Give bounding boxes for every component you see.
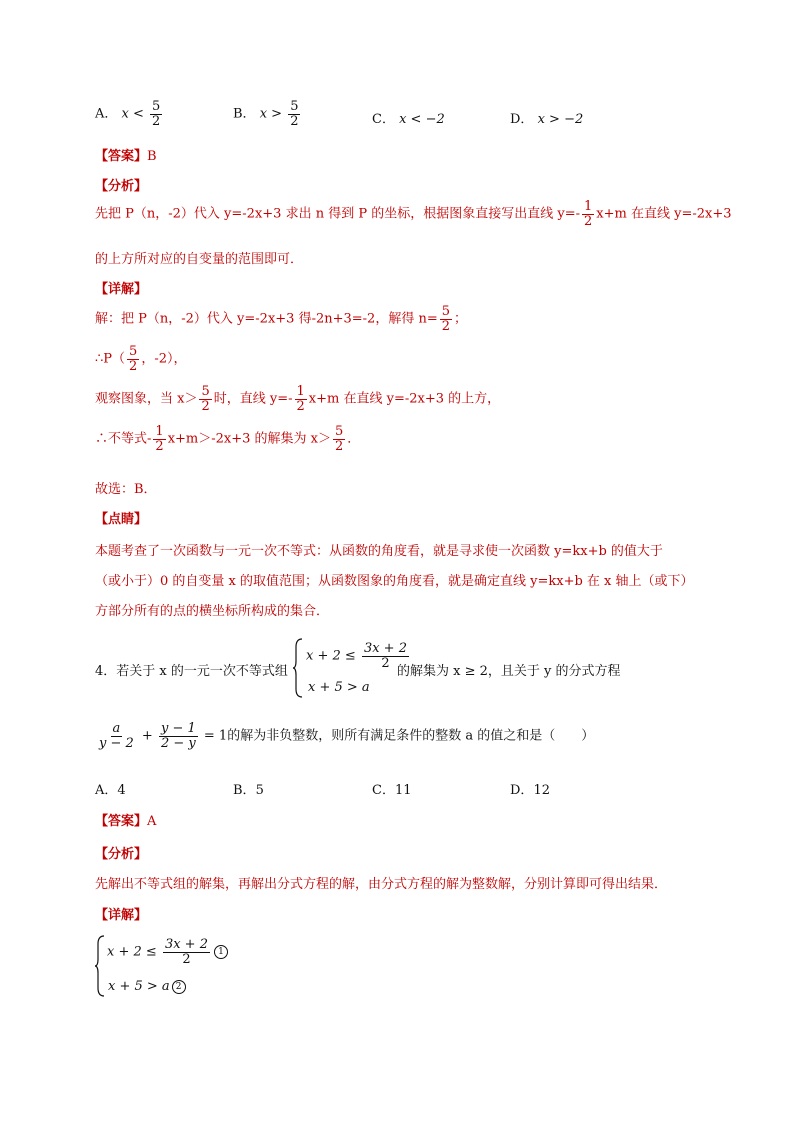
- q4-equation-line: $\frac{a}{y - 2}$ + $\frac{y - 1}{2 - y}$ = 1的解为非负整数，则所有满足条件的整数 a 的值之和是（ ）: [99, 721, 595, 751]
- q3-comment-line1: 本题考查了一次函数与一元一次不等式：从函数的角度看，就是寻求使一次函数 y=kx+b 的值大于: [95, 544, 663, 559]
- q3-detail-line2: ∴P（ $\frac{5}{2}$ ，-2），: [95, 344, 187, 374]
- q3-detail-line3-fraction2: $\frac{1}{2}$: [296, 384, 305, 414]
- q3-analysis-line1: 先把 P（n，-2）代入 y=-2x+3 求出 n 得到 P 的坐标，根据图象直接写出直线 y=- $\frac{1}{2}$ x+m 在直线 y=-2x+3: [95, 199, 732, 229]
- circled-one-icon: 1: [214, 945, 228, 959]
- q4-detail-tag: 【详解】: [95, 908, 148, 923]
- q3-comment-tag: 【点睛】: [95, 512, 148, 527]
- q3-option-b-fraction: $\frac{5}{2}$: [290, 99, 299, 129]
- q3-detail-line1: 解：把 P（n，-2）代入 y=-2x+3 得-2n+3=-2，解得 n= $\frac{5}{2}$ ；: [95, 304, 468, 334]
- q4-detail-row2: x + 5 > a 2: [108, 979, 186, 994]
- q3-analysis-tag: 【分析】: [95, 179, 148, 194]
- q3-detail-line2-fraction: $\frac{5}{2}$: [129, 344, 138, 374]
- q4-analysis-tag: 【分析】: [95, 847, 148, 862]
- q3-detail-line3-fraction1: $\frac{5}{2}$: [201, 384, 210, 414]
- q4-option-b: B．5: [233, 783, 264, 798]
- q3-comment-line3: 方部分所有的点的横坐标所构成的集合．: [95, 604, 330, 619]
- q4-option-d: D．12: [510, 783, 550, 798]
- q3-option-d: D． x > −2: [510, 112, 584, 127]
- q3-detail-line4-fraction1: $\frac{1}{2}$: [155, 424, 164, 454]
- q3-detail-line4-fraction2: $\frac{5}{2}$: [335, 424, 344, 454]
- q3-comment-line2: （或小于）0 的自变量 x 的取值范围；从函数图象的角度看，就是确定直线 y=kx+b 在 x 轴上（或下）: [95, 574, 694, 589]
- q4-eq-fraction2: $\frac{y - 1}{2 - y}$: [160, 721, 196, 751]
- q3-option-b: B． x > $\frac{5}{2}$: [233, 99, 299, 129]
- q4-system-brace: [292, 637, 304, 699]
- q3-detail-line4: ∴不等式- $\frac{1}{2}$ x+m＞-2x+3 的解集为 x＞ $\frac{5}{2}$ ．: [95, 424, 361, 454]
- q3-option-c: C． x < −2: [372, 112, 445, 127]
- q4-option-c: C．11: [372, 783, 412, 798]
- q4-eq-fraction1: $\frac{a}{y - 2}$: [99, 721, 134, 751]
- q4-analysis-text: 先解出不等式组的解集，再解出分式方程的解，由分式方程的解为整数解，分别计算即可得出结果．: [95, 877, 668, 892]
- q3-detail-line1-fraction: $\frac{5}{2}$: [441, 304, 451, 334]
- q3-detail-tag: 【详解】: [95, 282, 148, 297]
- q4-stem-b: 的解集为 x ≥ 2，且关于 y 的分式方程: [397, 664, 621, 679]
- q3-option-a: A． x < $\frac{5}{2}$: [95, 99, 161, 129]
- q3-analysis-fraction: $\frac{1}{2}$: [584, 199, 593, 229]
- q4-detail-brace: [94, 934, 106, 998]
- q3-answer: 【答案】B: [95, 149, 157, 164]
- q4-stem-a: 4．若关于 x 的一元一次不等式组: [95, 664, 288, 679]
- q3-analysis-line2: 的上方所对应的自变量的范围即可．: [95, 252, 304, 267]
- q4-detail-row1: x + 2 ≤ $\frac{3x + 2}{2}$ 1: [107, 938, 228, 966]
- q4-answer: 【答案】A: [95, 814, 157, 829]
- circled-two-icon: 2: [172, 980, 186, 994]
- q3-detail-line5: 故选：B．: [95, 482, 157, 497]
- q4-system-row2: x + 5 > a: [308, 680, 370, 695]
- q3-detail-line3: 观察图象，当 x＞ $\frac{5}{2}$ 时，直线 y=- $\frac{1}{2}$ x+m 在直线 y=-2x+3 的上方，: [95, 384, 501, 414]
- q4-option-a: A．4: [95, 783, 126, 798]
- q4-system-row1-fraction: $\frac{3x + 2}{2}$: [363, 641, 407, 671]
- q4-system-row1: x + 2 ≤ $\frac{3x + 2}{2}$: [306, 641, 407, 671]
- q4-detail-row1-fraction: $\frac{3x + 2}{2}$: [164, 937, 208, 967]
- q3-option-a-fraction: $\frac{5}{2}$: [152, 99, 161, 129]
